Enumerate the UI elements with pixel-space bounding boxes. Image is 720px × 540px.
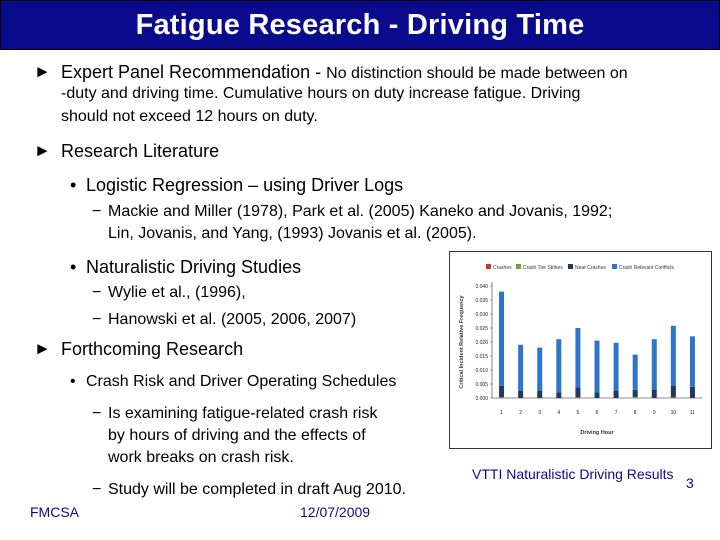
y-tick-label: 0.000	[475, 395, 488, 402]
footer-date: 12/07/2009	[300, 504, 371, 520]
dot-bullet-icon: •	[70, 257, 77, 277]
bar-segment	[595, 341, 600, 393]
logistic-ref-line-1: Mackie and Miller (1978), Park et al. (2005) Kaneko and Jovanis, 1992;	[108, 203, 613, 220]
forthcoming-heading: Forthcoming Research	[61, 339, 244, 359]
bar-segment	[556, 339, 561, 392]
expert-heading: Expert Panel Recommendation -	[61, 62, 327, 82]
bar-segment	[518, 391, 523, 398]
bar-segment	[633, 355, 638, 390]
bar-segment	[652, 390, 657, 398]
bar-segment	[499, 397, 504, 398]
dash-bullet-icon: −	[92, 481, 102, 498]
y-tick-label: 0.025	[475, 325, 488, 332]
bar-segment	[614, 391, 619, 398]
expert-line-2: -duty and driving time. Cumulative hours on duty increase fatigue. Driving	[61, 85, 581, 102]
y-tick-label: 0.035	[475, 297, 488, 304]
footer-org: FMCSA	[30, 504, 79, 520]
bar-segment	[575, 387, 580, 397]
dot-bullet-icon: •	[70, 373, 76, 390]
x-tick-label: 11	[689, 410, 696, 416]
legend-label: Crashes	[493, 265, 512, 271]
naturalistic-label: Naturalistic Driving Studies	[86, 257, 302, 277]
bar-segment	[633, 390, 638, 397]
bar-segment	[633, 397, 638, 398]
research-literature-heading: Research Literature	[61, 141, 220, 161]
bar-segment	[575, 397, 580, 398]
x-tick-label: 1	[500, 410, 503, 416]
bar-segment	[499, 398, 504, 399]
y-tick-label: 0.015	[475, 353, 488, 360]
naturalistic-ref-1: Wylie et al., (1996),	[108, 284, 246, 301]
bar-segment	[595, 392, 600, 398]
bar-segment	[671, 386, 676, 397]
x-tick-label: 6	[595, 410, 599, 416]
x-tick-label: 3	[538, 410, 542, 416]
legend-swatch	[568, 264, 573, 269]
bar-segment	[537, 348, 542, 391]
y-axis-label: Critical Incident Relative Frequency	[459, 295, 465, 389]
crash-risk-item-1-line-1: Is examining fatigue-related crash risk	[108, 405, 378, 422]
bar-segment	[537, 391, 542, 398]
bar-segment	[556, 392, 561, 398]
crash-risk-label: Crash Risk and Driver Operating Schedules	[86, 373, 397, 390]
x-axis-label: Driving Hour	[580, 430, 614, 436]
crash-risk-item-1-line-3: work breaks on crash risk.	[108, 449, 294, 466]
bar-segment	[575, 328, 580, 387]
dash-bullet-icon: −	[92, 405, 102, 422]
legend-label: Near Crashes	[575, 265, 606, 271]
expert-line-1	[61, 62, 628, 83]
bar-segment	[499, 292, 504, 386]
x-tick-label: 4	[557, 410, 561, 416]
slide-title-bar	[0, 0, 720, 50]
y-tick-label: 0.010	[475, 367, 488, 374]
dot-bullet-icon: •	[70, 175, 77, 195]
bar-segment	[518, 345, 523, 391]
legend-swatch	[486, 264, 491, 269]
dash-bullet-icon: −	[92, 311, 102, 328]
y-tick-label: 0.040	[475, 283, 488, 290]
x-tick-label: 8	[633, 410, 637, 416]
logistic-ref-line-2: Lin, Jovanis, and Yang, (1993) Jovanis et al. (2005).	[108, 225, 477, 242]
chart-svg	[450, 252, 711, 448]
y-tick-label: 0.030	[475, 311, 488, 318]
legend-label: Crash Tire Strikes	[523, 265, 563, 271]
arrow-bullet-icon: ►	[34, 62, 51, 81]
y-tick-label: 0.020	[475, 339, 488, 346]
bar-segment	[671, 326, 676, 386]
bar-segment	[614, 343, 619, 391]
crash-risk-item-1-line-2: by hours of driving and the effects of	[108, 427, 366, 444]
dash-bullet-icon: −	[92, 203, 102, 220]
bar-segment	[499, 386, 504, 397]
vtti-chart	[449, 251, 712, 449]
y-tick-label: 0.005	[475, 381, 488, 388]
x-tick-label: 2	[519, 410, 523, 416]
crash-risk-item-2: Study will be completed in draft Aug 2010.	[108, 481, 406, 498]
arrow-bullet-icon: ►	[34, 339, 51, 358]
bar-segment	[671, 397, 676, 398]
naturalistic-ref-2: Hanowski et al. (2005, 2006, 2007)	[108, 311, 357, 328]
arrow-bullet-icon: ►	[34, 141, 51, 160]
x-tick-label: 7	[614, 410, 618, 416]
legend-label: Crash Relevant Conflicts	[619, 265, 675, 271]
x-tick-label: 5	[576, 410, 580, 416]
bar-segment	[690, 387, 695, 398]
dash-bullet-icon: −	[92, 284, 102, 301]
chart-caption: VTTI Naturalistic Driving Results	[472, 466, 674, 482]
expert-line-3: should not exceed 12 hours on duty.	[61, 108, 318, 125]
legend-swatch	[516, 264, 521, 269]
expert-text-start: No distinction should be made between on	[326, 65, 628, 82]
logistic-regression-label: Logistic Regression – using Driver Logs	[86, 175, 404, 195]
bar-segment	[690, 336, 695, 386]
x-tick-label: 9	[652, 410, 656, 416]
legend-swatch	[612, 264, 617, 269]
x-tick-label: 10	[670, 410, 677, 416]
page-number: 3	[686, 475, 694, 491]
slide-title: Fatigue Research - Driving Time	[135, 8, 585, 41]
bar-segment	[652, 339, 657, 389]
